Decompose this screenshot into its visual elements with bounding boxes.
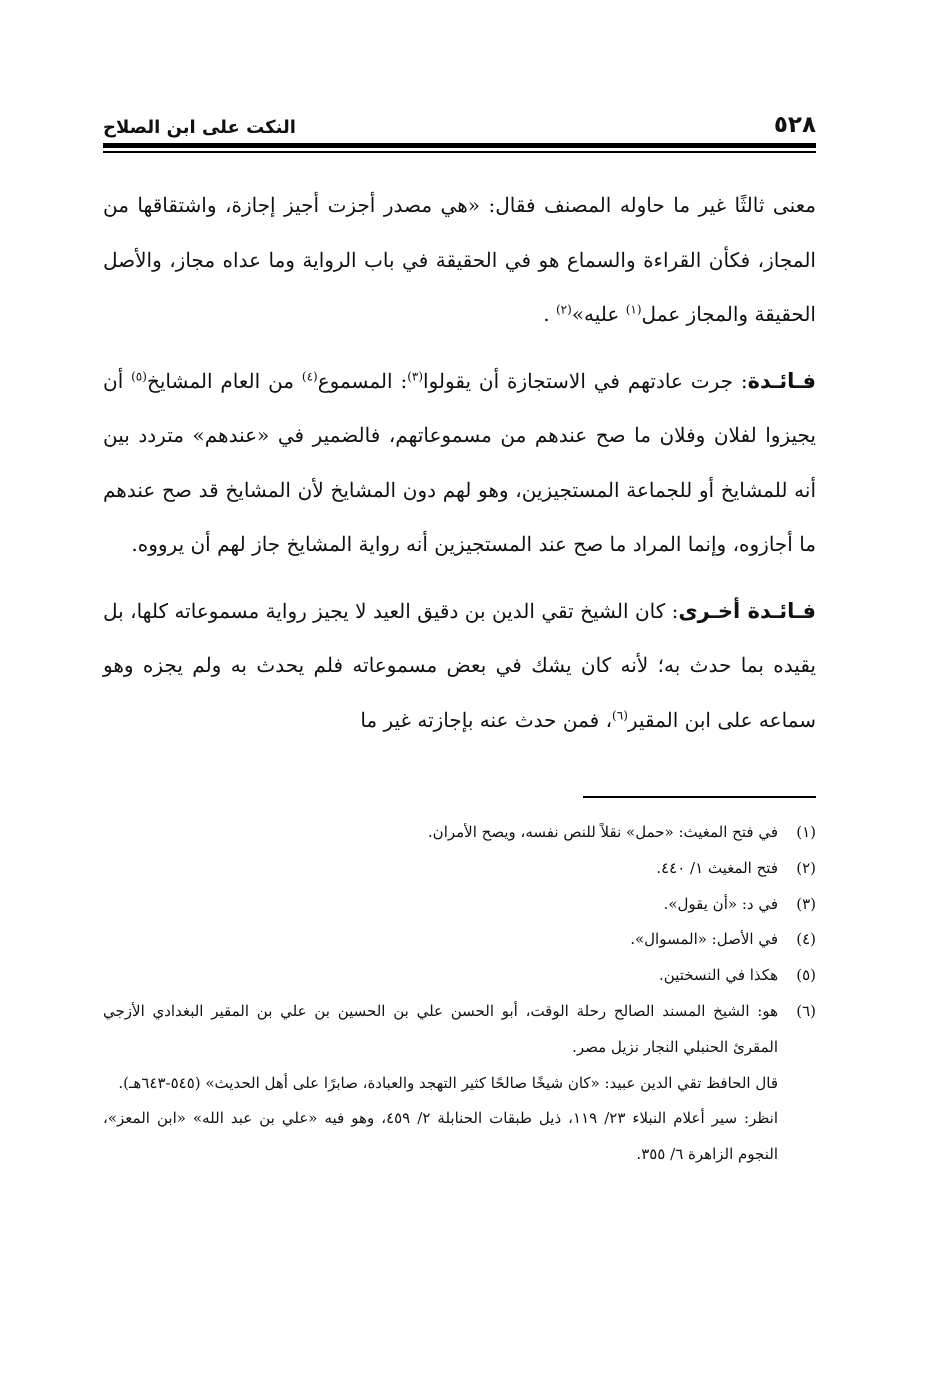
footnote-6 [103, 994, 816, 1173]
footnote-1 [103, 815, 816, 851]
footnote-number: (٤) [796, 930, 816, 949]
footnotes [103, 815, 816, 1173]
paragraph-2-text-b: : المسموع [317, 368, 408, 393]
paragraph-1-text-a: معنى ثالثًا غير ما حاوله المصنف فقال: «هي مصدر أجزت أجيز إجازة، واشتقاقها من المجاز، فكأن القراءة والسماع هو في الحقيقة في باب الرواية وما عداه مجاز، والأصل الحقيقة والمجاز عمل [103, 193, 816, 326]
page-number: ٥٢٨ [773, 112, 816, 138]
footnote-text: هو: الشيخ المسند الصالح رحلة الوقت، أبو الحسن علي بن الحسين بن علي بن المقير البغدادي الأزجي المقرئ الحنبلي النجار نزيل مصر. [103, 1001, 778, 1056]
footnote-text: انظر: سير أعلام النبلاء ٢٣/ ١١٩، ذيل طبقات الحنابلة ٢/ ٤٥٩، وهو فيه «علي بن عبد الله» «ابن المعز»، النجوم الزاهرة ٦/ ٣٥٥. [103, 1109, 779, 1164]
footnote-number: (٥) [796, 966, 816, 985]
footnote-text: فتح المغيث ١/ ٤٤٠. [656, 858, 778, 877]
paragraph-1-text-c: . [543, 302, 556, 326]
footnote-number: (٦) [796, 1001, 816, 1020]
page-header [103, 108, 816, 138]
footnote-ref-5: (٥) [131, 368, 147, 383]
paragraph-2-label: فـائـدة [747, 368, 816, 393]
footnote-4 [103, 922, 816, 958]
paragraph-3-text-b: ، فمن حدث عنه بإجازته غير ما [360, 707, 613, 732]
footnote-number: (٢) [796, 858, 816, 877]
footnote-number: (١) [796, 823, 816, 841]
footnote-ref-2: (٢) [555, 302, 572, 317]
footnote-text: في د: «أن يقول». [663, 894, 778, 913]
paragraph-2-text-a: : جرت عادتهم في الاستجازة أن يقولوا [423, 368, 748, 393]
footnote-separator [583, 796, 816, 798]
header-rule-thin [103, 151, 816, 153]
footnote-2 [103, 851, 816, 887]
paragraph-3-label: فـائـدة أخـرى [678, 598, 816, 623]
paragraph-3 [103, 584, 816, 748]
header-rule-thick [103, 143, 816, 148]
paragraph-2-text-c: من العام المشايخ [146, 368, 302, 393]
footnote-text: هكذا في النسختين. [658, 966, 778, 985]
footnote-text: قال الحافظ تقي الدين عبيد: «كان شيخًا صالحًا كثير التهجد والعبادة، صابرًا على أهل الحديث» (٥٤٥-٦٤٣هـ). [118, 1073, 778, 1092]
paragraph-2 [103, 354, 816, 572]
paragraph-3-text-a: : كان الشيخ تقي الدين بن دقيق العيد لا يجيز رواية مسموعاته كلها، بل يقيده بما حدث به؛ لأنه كان يشك في بعض مسموعاته فلم يحدث به ولم يجزه وهو سماعه على ابن المقير [103, 598, 816, 732]
footnote-5 [103, 958, 816, 994]
main-text [103, 178, 816, 759]
footnote-3 [103, 887, 816, 923]
paragraph-1-text-b: عليه» [571, 302, 626, 326]
footnote-number: (٣) [796, 894, 816, 913]
paragraph-1 [103, 178, 816, 342]
footnote-text: في فتح المغيث: «حمل» نقلاً للنص نفسه، ويصح الأمران. [427, 823, 778, 841]
footnote-ref-1: (١) [625, 302, 642, 317]
running-title: النكت على ابن الصلاح [103, 117, 296, 138]
footnote-ref-6: (٦) [612, 707, 628, 722]
footnote-ref-4: (٤) [301, 368, 318, 383]
paragraph-2-text-d: أن يجيزوا لفلان وفلان ما صح عندهم من مسموعاتهم، فالضمير في «عندهم» متردد بين أنه للمشايخ أو للجماعة المستجيزين، وهو لهم دون المشايخ لأن المشايخ قد صح عندهم ما أجازوه، وإنما المراد ما صح عند المستجيزين أنه رواية المشايخ جاز لهم أن يرووه. [103, 368, 816, 556]
footnote-text: في الأصل: «المسوال». [630, 930, 778, 949]
footnote-ref-3: (٣) [407, 368, 424, 383]
